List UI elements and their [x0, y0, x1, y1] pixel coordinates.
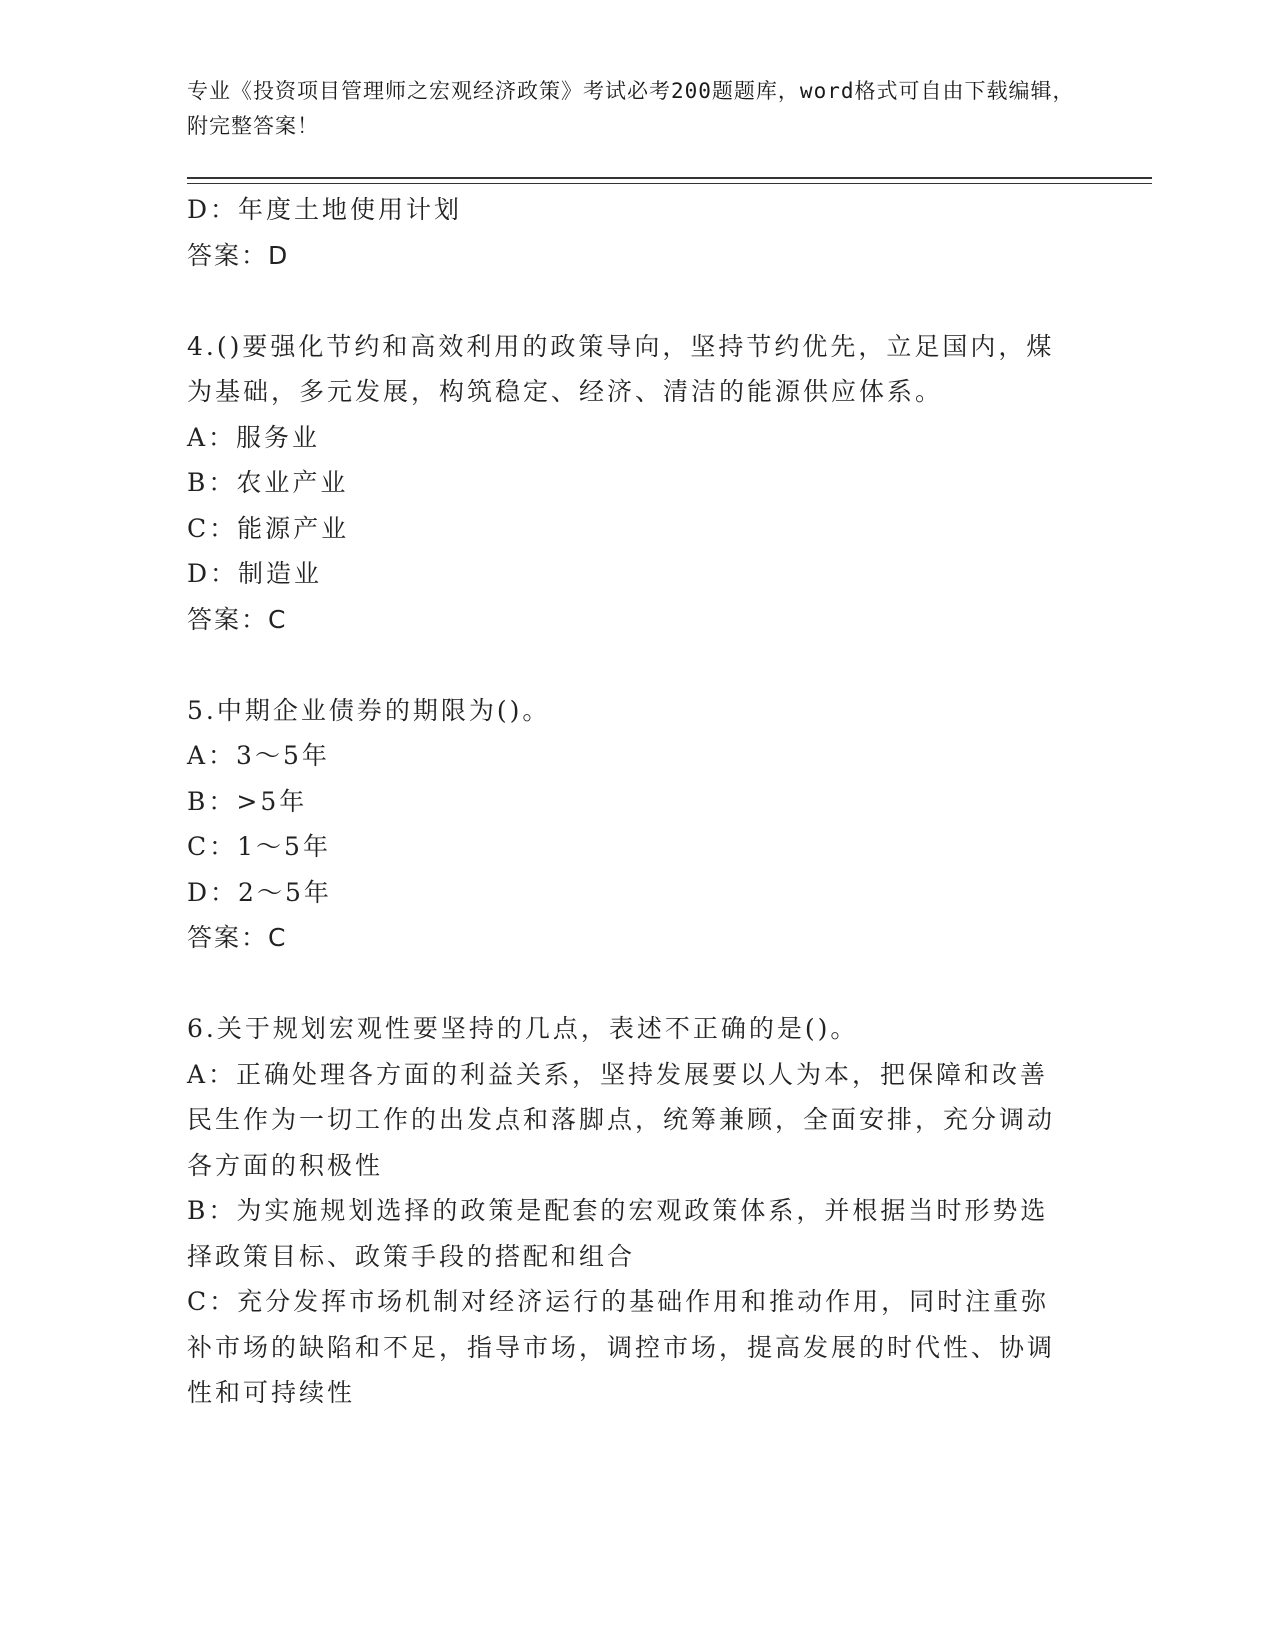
- question-content: [187, 187, 1067, 1416]
- option-d: D：年度土地使用计划: [187, 195, 463, 224]
- header-rule-thin: [187, 183, 1152, 184]
- option-a: A：正确处理各方面的利益关系，坚持发展要以人为本，把保障和改善民生作为一切工作的出发点和落脚点，统筹兼顾，全面安排，充分调动各方面的积极性: [187, 1059, 1056, 1180]
- question-text: 4.()要强化节约和高效利用的政策导向，坚持节约优先，立足国内，煤为基础，多元发展，构筑稳定、经济、清洁的能源供应体系。: [187, 331, 1055, 406]
- option-a: A：服务业: [187, 422, 321, 452]
- question-text: 5.中期企业债券的期限为()。: [187, 695, 551, 725]
- option-a: A：3～5年: [187, 741, 330, 770]
- option-d: D：制造业: [187, 559, 323, 588]
- answer-line: 答案：C: [187, 604, 288, 634]
- answer-line: 答案：C: [187, 923, 288, 952]
- option-d: D：2～5年: [187, 877, 332, 907]
- option-b: B：为实施规划选择的政策是配套的宏观政策体系，并根据当时形势选择政策目标、政策手段的搭配和组合: [187, 1196, 1049, 1271]
- question-text: 6.关于规划宏观性要坚持的几点，表述不正确的是()。: [187, 1014, 859, 1043]
- spacer: [187, 961, 1067, 1007]
- answer-line: 答案：D: [187, 240, 290, 270]
- header-rule-thick: [187, 177, 1152, 179]
- option-b: B：农业产业: [187, 468, 349, 497]
- option-c: C：1～5年: [187, 832, 331, 861]
- option-c: C：能源产业: [187, 513, 350, 543]
- option-b: B：>5年: [187, 786, 308, 816]
- option-c: C：充分发挥市场机制对经济运行的基础作用和推动作用，同时注重弥补市场的缺陷和不足，指导市场，调控市场，提高发展的时代性、协调性和可持续性: [187, 1287, 1056, 1407]
- spacer: [187, 278, 1067, 324]
- spacer: [187, 642, 1067, 688]
- document-header: 专业《投资项目管理师之宏观经济政策》考试必考200题题库，word格式可自由下载编辑，附完整答案！: [187, 79, 1075, 138]
